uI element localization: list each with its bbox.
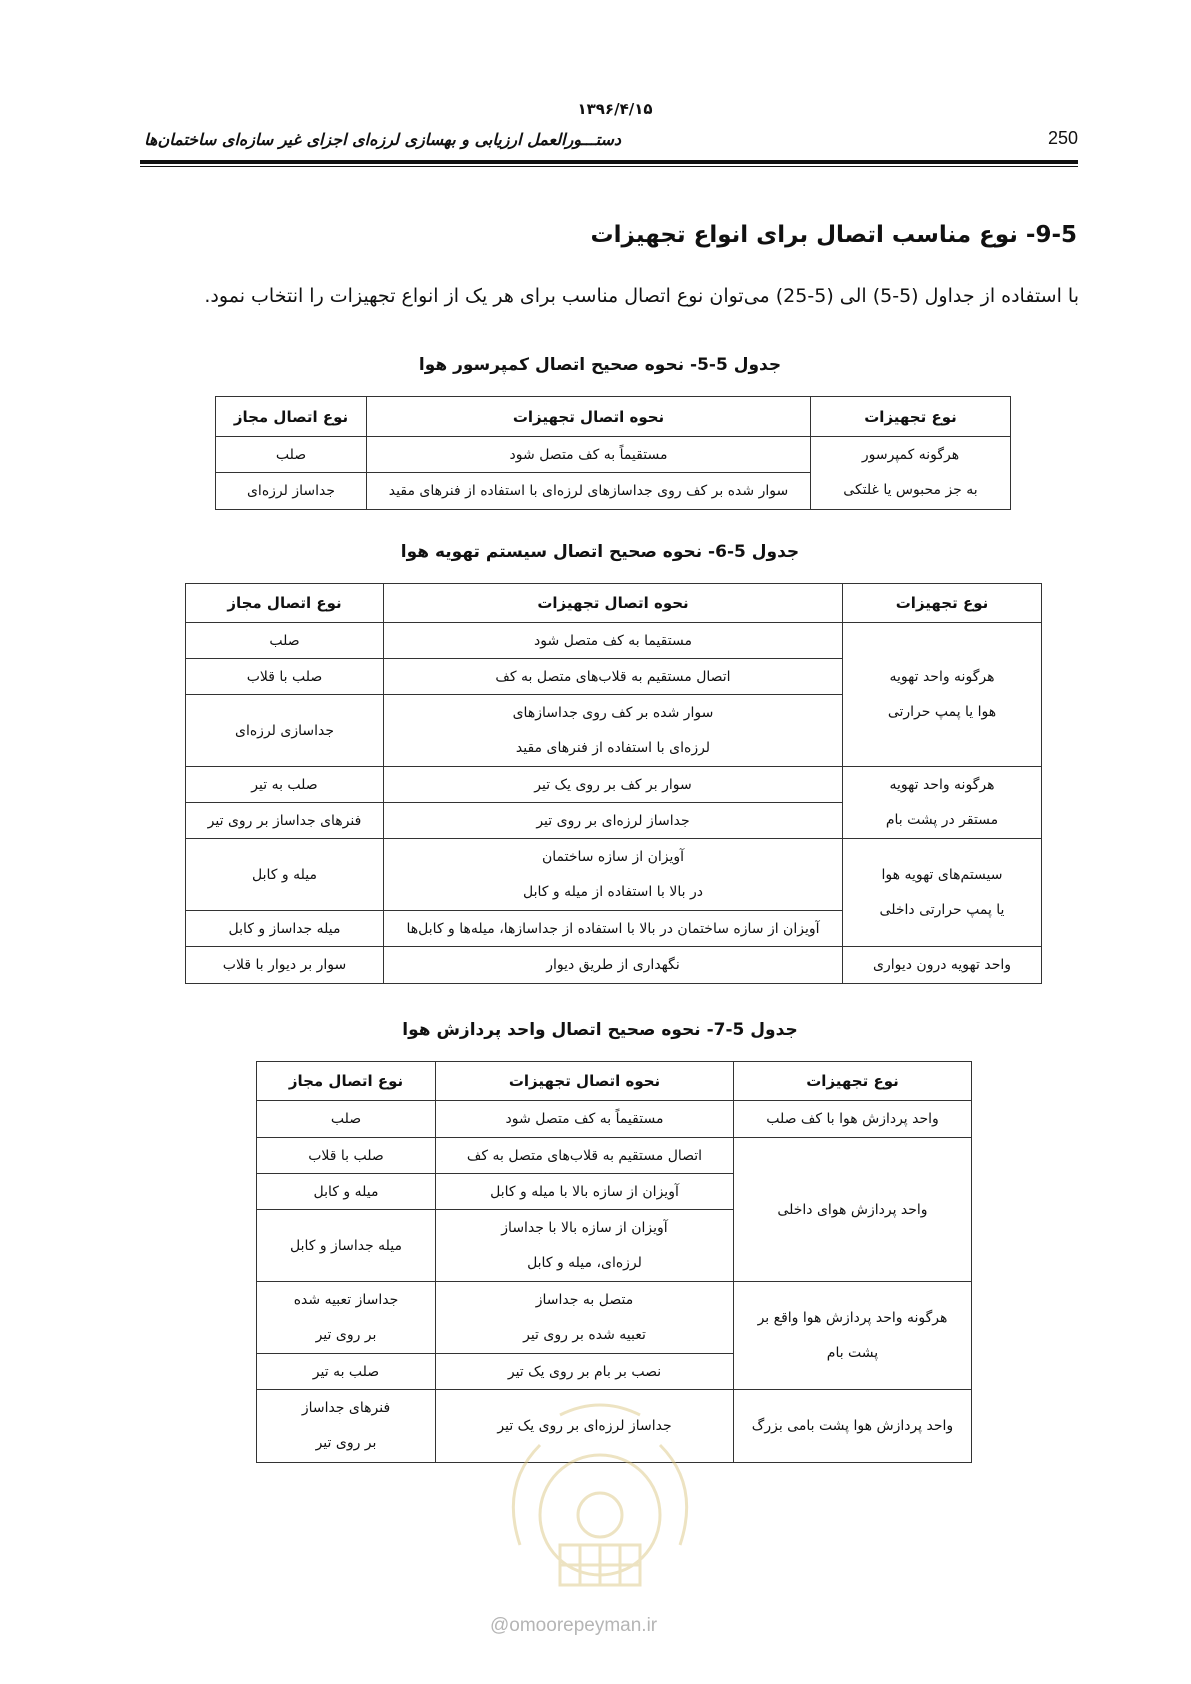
method-line: متصل به جداساز xyxy=(535,1291,634,1308)
method-cell: مستقیماً به کف متصل شود xyxy=(367,437,811,473)
method-line: آویزان از سازه بالا با جداساز xyxy=(501,1219,668,1236)
equipment-cell: واحد تهویه درون دیواری xyxy=(843,947,1042,984)
method-cell: سوار بر کف بر روی یک تیر xyxy=(384,767,843,803)
method-cell xyxy=(384,695,843,767)
equipment-line: هرگونه واحد پردازش هوا واقع بر xyxy=(757,1309,948,1326)
method-cell: سوار شده بر کف روی جداسازهای لرزه‌ای با استفاده از فنرهای مقید xyxy=(367,473,811,510)
equipment-line: مستقر در پشت بام xyxy=(885,811,999,828)
col-header-equipment: نوع تجهیزات xyxy=(843,584,1042,623)
equipment-cell: واحد پردازش هوا پشت بامی بزرگ xyxy=(734,1390,972,1463)
equipment-cell: واحد پردازش هوای داخلی xyxy=(734,1138,972,1282)
allowed-cell: صلب به تیر xyxy=(186,767,384,803)
method-cell: نصب بر بام بر روی یک تیر xyxy=(436,1354,734,1390)
col-header-allowed: نوع اتصال مجاز xyxy=(216,397,367,437)
method-cell: نگهداری از طریق دیوار xyxy=(384,947,843,984)
equipment-cell xyxy=(811,437,1011,510)
allowed-cell: میله جداساز و کابل xyxy=(257,1210,436,1282)
method-cell: آویزان از سازه ساختمان در بالا با استفاده از جداسازها، میله‌ها و کابل‌ها xyxy=(384,911,843,947)
col-header-method: نحوه اتصال تجهیزات xyxy=(384,584,843,623)
equipment-cell xyxy=(734,1282,972,1390)
method-cell: مستقیماً به کف متصل شود xyxy=(436,1101,734,1138)
header-rule xyxy=(140,160,1078,164)
method-line: تعبیه شده بر روی تیر xyxy=(523,1326,646,1343)
table-5-5 xyxy=(215,396,1011,510)
table-5-7-caption: جدول 5-7- نحوه صحیح اتصال واحد پردازش هوا xyxy=(402,1020,798,1040)
allowed-line: جداساز تعبیه شده xyxy=(293,1291,399,1308)
method-cell: مستقیما به کف متصل شود xyxy=(384,623,843,659)
equipment-line: هوا یا پمپ حرارتی xyxy=(887,703,997,720)
col-header-allowed: نوع اتصال مجاز xyxy=(257,1062,436,1101)
equipment-line: سیستم‌های تهویه هوا xyxy=(881,866,1003,883)
table-5-6-caption: جدول 5-6- نحوه صحیح اتصال سیستم تهویه هوا xyxy=(400,542,800,562)
intro-paragraph: با استفاده از جداول (5-5) الی (5-25) می‌توان نوع اتصال مناسب برای هر یک از انواع تجهیزات را انتخاب نمود. xyxy=(204,285,1079,307)
allowed-cell: صلب xyxy=(186,623,384,659)
section-heading: 9-5- نوع مناسب اتصال برای انواع تجهیزات xyxy=(590,222,1077,248)
page-number: 250 xyxy=(1048,128,1079,148)
table-5-5-caption: جدول 5-5- نحوه صحیح اتصال کمپرسور هوا xyxy=(418,355,782,375)
allowed-cell: میله جداساز و کابل xyxy=(186,911,384,947)
equipment-cell: واحد پردازش هوا با کف صلب xyxy=(734,1101,972,1138)
method-cell: جداساز لرزه‌ای بر روی تیر xyxy=(384,803,843,839)
allowed-cell xyxy=(257,1390,436,1463)
equipment-line: به جز محبوس یا غلتکی xyxy=(843,482,978,498)
col-header-equipment: نوع تجهیزات xyxy=(734,1062,972,1101)
allowed-cell: فنرهای جداساز بر روی تیر xyxy=(186,803,384,839)
col-header-allowed: نوع اتصال مجاز xyxy=(186,584,384,623)
allowed-cell: صلب xyxy=(257,1101,436,1138)
method-cell: آویزان از سازه بالا با میله و کابل xyxy=(436,1174,734,1210)
header-title: دستـــورالعمل ارزیابی و بهسازی لرزه‌ای اجزای غیر سازه‌ای ساختمان‌ها xyxy=(144,130,621,149)
col-header-method: نحوه اتصال تجهیزات xyxy=(367,397,811,437)
header-date: ۱۳۹۶/۴/۱۵ xyxy=(577,100,653,118)
equipment-line: هرگونه کمپرسور xyxy=(861,447,960,463)
method-line: لرزه‌ای، میله و کابل xyxy=(527,1254,642,1271)
allowed-line: بر روی تیر xyxy=(315,1435,377,1451)
method-cell: اتصال مستقیم به قلاب‌های متصل به کف xyxy=(436,1138,734,1174)
col-header-equipment: نوع تجهیزات xyxy=(811,397,1011,437)
method-cell: اتصال مستقیم به قلاب‌های متصل به کف xyxy=(384,659,843,695)
allowed-cell: میله و کابل xyxy=(186,839,384,911)
allowed-cell: صلب xyxy=(216,437,367,473)
equipment-cell xyxy=(843,767,1042,839)
method-line: سوار شده بر کف روی جداسازهای xyxy=(512,704,714,721)
equipment-line: یا پمپ حرارتی داخلی xyxy=(879,901,1005,918)
method-cell xyxy=(436,1282,734,1354)
allowed-line: فنرهای جداساز xyxy=(301,1400,391,1416)
seal-watermark-icon xyxy=(480,1395,720,1595)
header-rule-thin xyxy=(140,166,1078,167)
equipment-line: پشت بام xyxy=(826,1344,879,1361)
equipment-line: هرگونه واحد تهویه xyxy=(889,668,995,685)
allowed-cell: جداسازی لرزه‌ای xyxy=(186,695,384,767)
method-cell: جداساز لرزه‌ای بر روی یک تیر xyxy=(436,1390,734,1463)
allowed-cell: جداساز لرزه‌ای xyxy=(216,473,367,510)
equipment-cell xyxy=(843,839,1042,947)
allowed-cell xyxy=(257,1282,436,1354)
allowed-cell: سوار بر دیوار با قلاب xyxy=(186,947,384,984)
allowed-cell: صلب با قلاب xyxy=(186,659,384,695)
allowed-cell: صلب با قلاب xyxy=(257,1138,436,1174)
col-header-method: نحوه اتصال تجهیزات xyxy=(436,1062,734,1101)
table-5-6 xyxy=(185,583,1042,984)
allowed-line: بر روی تیر xyxy=(315,1326,377,1343)
equipment-cell xyxy=(843,623,1042,767)
equipment-line: هرگونه واحد تهویه xyxy=(889,776,995,793)
allowed-cell: میله و کابل xyxy=(257,1174,436,1210)
method-cell xyxy=(384,839,843,911)
allowed-cell: صلب به تیر xyxy=(257,1354,436,1390)
site-watermark: @omoorepeyman.ir xyxy=(490,1615,658,1636)
method-line: در بالا با استفاده از میله و کابل xyxy=(523,883,703,900)
method-line: آویزان از سازه ساختمان xyxy=(541,848,685,865)
method-line: لرزه‌ای با استفاده از فنرهای مقید xyxy=(515,739,711,756)
method-cell xyxy=(436,1210,734,1282)
